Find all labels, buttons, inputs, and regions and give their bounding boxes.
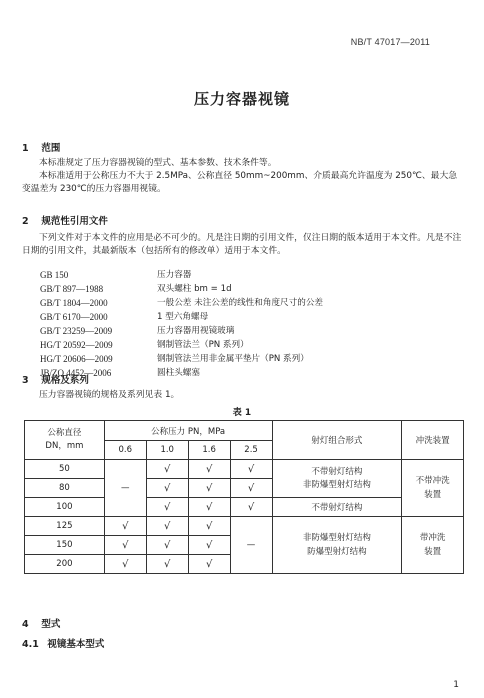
section-2-body (22, 232, 462, 258)
reference-code: GB/T 6170—2000 (40, 312, 108, 322)
reference-code: GB 150 (40, 270, 69, 280)
reference-name: 钢制管法兰用非金属平垫片（PN 系列） (157, 354, 309, 364)
flush-group-line: 装置 (424, 547, 442, 557)
section-number: 4 (22, 619, 29, 630)
table-row (25, 517, 464, 536)
section-number: 3 (22, 375, 29, 386)
header-pn-value: 0.6 (104, 441, 146, 460)
flush-group-line: 带冲洗 (419, 533, 446, 543)
light-group-cell (272, 460, 402, 498)
check-cell: √ (104, 555, 146, 574)
check-cell: √ (230, 460, 272, 479)
table-row (25, 460, 464, 479)
dash-cell: — (104, 460, 146, 517)
dn-cell: 125 (25, 517, 105, 536)
table-caption: 表 1 (232, 408, 252, 418)
light-group-cell (272, 517, 402, 574)
section-number: 4.1 (22, 639, 39, 650)
section-3-heading (22, 372, 89, 386)
flush-group-cell (402, 460, 464, 517)
light-group-line: 不带射灯结构 (311, 466, 363, 477)
dn-cell: 100 (25, 498, 105, 517)
flush-group-cell (402, 517, 464, 574)
section-1-body (22, 157, 462, 196)
check-cell: √ (146, 555, 188, 574)
header-pn-value: 1.6 (188, 441, 230, 460)
check-cell: √ (188, 479, 230, 498)
page-number: 1 (453, 680, 459, 690)
page-title: 压力容器视镜 (193, 90, 290, 108)
paragraph: 本标准适用于公称压力不大于 2.5MPa、公称直径 50mm~200mm、介质最高允许温度为 250℃、最大急变温差为 230℃的压力容器用视镜。 (22, 171, 458, 194)
check-cell: √ (188, 460, 230, 479)
check-cell: √ (188, 498, 230, 517)
check-cell: √ (230, 479, 272, 498)
header-flush-device: 冲洗装置 (402, 421, 464, 460)
standard-code: NB/T 47017—2011 (350, 37, 430, 47)
light-group-cell: 不带射灯结构 (272, 498, 402, 517)
dn-cell: 80 (25, 479, 105, 498)
section-2-heading (22, 213, 108, 227)
check-cell: √ (104, 517, 146, 536)
reference-code: GB/T 897—1988 (40, 284, 104, 294)
reference-item (40, 282, 460, 296)
light-group-line: 防爆型射灯结构 (307, 547, 367, 557)
header-light-combination: 射灯组合形式 (272, 421, 402, 460)
section-title: 型式 (41, 619, 61, 630)
reference-code: HG/T 20606—2009 (40, 354, 113, 364)
reference-name: 一般公差 未注公差的线性和角度尺寸的公差 (157, 298, 324, 308)
reference-name: 圆柱头螺塞 (157, 368, 200, 378)
flush-group-line: 装置 (424, 490, 442, 500)
reference-name: 双头螺柱 bm = 1d (157, 284, 232, 294)
check-cell: √ (188, 536, 230, 555)
table-row (25, 498, 464, 517)
check-cell: √ (146, 479, 188, 498)
section-title: 视镜基本型式 (47, 639, 105, 650)
check-cell: √ (104, 536, 146, 555)
section-1-heading (22, 140, 60, 154)
dn-cell: 50 (25, 460, 105, 479)
paragraph: 本标准规定了压力容器视镜的型式、基本参数、技术条件等。 (39, 158, 277, 168)
spec-table (24, 420, 464, 574)
reference-item (40, 324, 460, 338)
light-group-line: 非防爆型射灯结构 (302, 479, 371, 490)
reference-item (40, 310, 460, 324)
section-number: 2 (22, 216, 29, 227)
check-cell: √ (146, 498, 188, 517)
section-4-heading (22, 616, 60, 630)
reference-code: GB/T 23259—2009 (40, 326, 113, 336)
header-pn-value: 2.5 (230, 441, 272, 460)
reference-code: HG/T 20592—2009 (40, 340, 113, 350)
reference-list (40, 268, 460, 380)
section-number: 1 (22, 143, 29, 154)
check-cell: √ (146, 536, 188, 555)
header-pn: 公称压力 PN，MPa (104, 421, 272, 441)
reference-name: 1 型六角螺母 (157, 312, 209, 322)
reference-item (40, 296, 460, 310)
flush-group-line: 不带冲洗 (415, 476, 450, 486)
reference-code: GB/T 1804—2000 (40, 298, 108, 308)
section-title: 范围 (41, 143, 61, 154)
reference-code: JB/ZQ 4452—2006 (40, 368, 112, 378)
reference-name: 压力容器 (157, 270, 192, 280)
reference-name: 压力容器用视镜玻璃 (157, 326, 235, 336)
section-4-1-heading (22, 636, 104, 650)
section-title: 规范性引用文件 (41, 216, 108, 227)
reference-name: 钢制管法兰（PN 系列） (157, 340, 249, 350)
check-cell: √ (230, 498, 272, 517)
header-pn-value: 1.0 (146, 441, 188, 460)
section-title: 规格及系列 (41, 375, 89, 386)
reference-item (40, 366, 460, 380)
paragraph: 下列文件对于本文件的应用是必不可少的。凡是注日期的引用文件，仅注日期的版本适用于本文件。凡是不注日期的引用文件，其最新版本（包括所有的修改单）适用于本文件。 (22, 233, 462, 256)
check-cell: √ (146, 517, 188, 536)
light-group-line: 非防爆型射灯结构 (302, 533, 371, 543)
reference-item (40, 338, 460, 352)
dn-cell: 200 (25, 555, 105, 574)
check-cell: √ (146, 460, 188, 479)
paragraph: 压力容器视镜的规格及系列见表 1。 (39, 390, 180, 400)
reference-item (40, 268, 460, 282)
dash-cell: — (230, 517, 272, 574)
reference-item (40, 352, 460, 366)
check-cell: √ (188, 555, 230, 574)
section-3-body (22, 389, 462, 402)
dn-cell: 150 (25, 536, 105, 555)
check-cell: √ (188, 517, 230, 536)
header-dn: 公称直径 DN，mm (25, 421, 105, 460)
